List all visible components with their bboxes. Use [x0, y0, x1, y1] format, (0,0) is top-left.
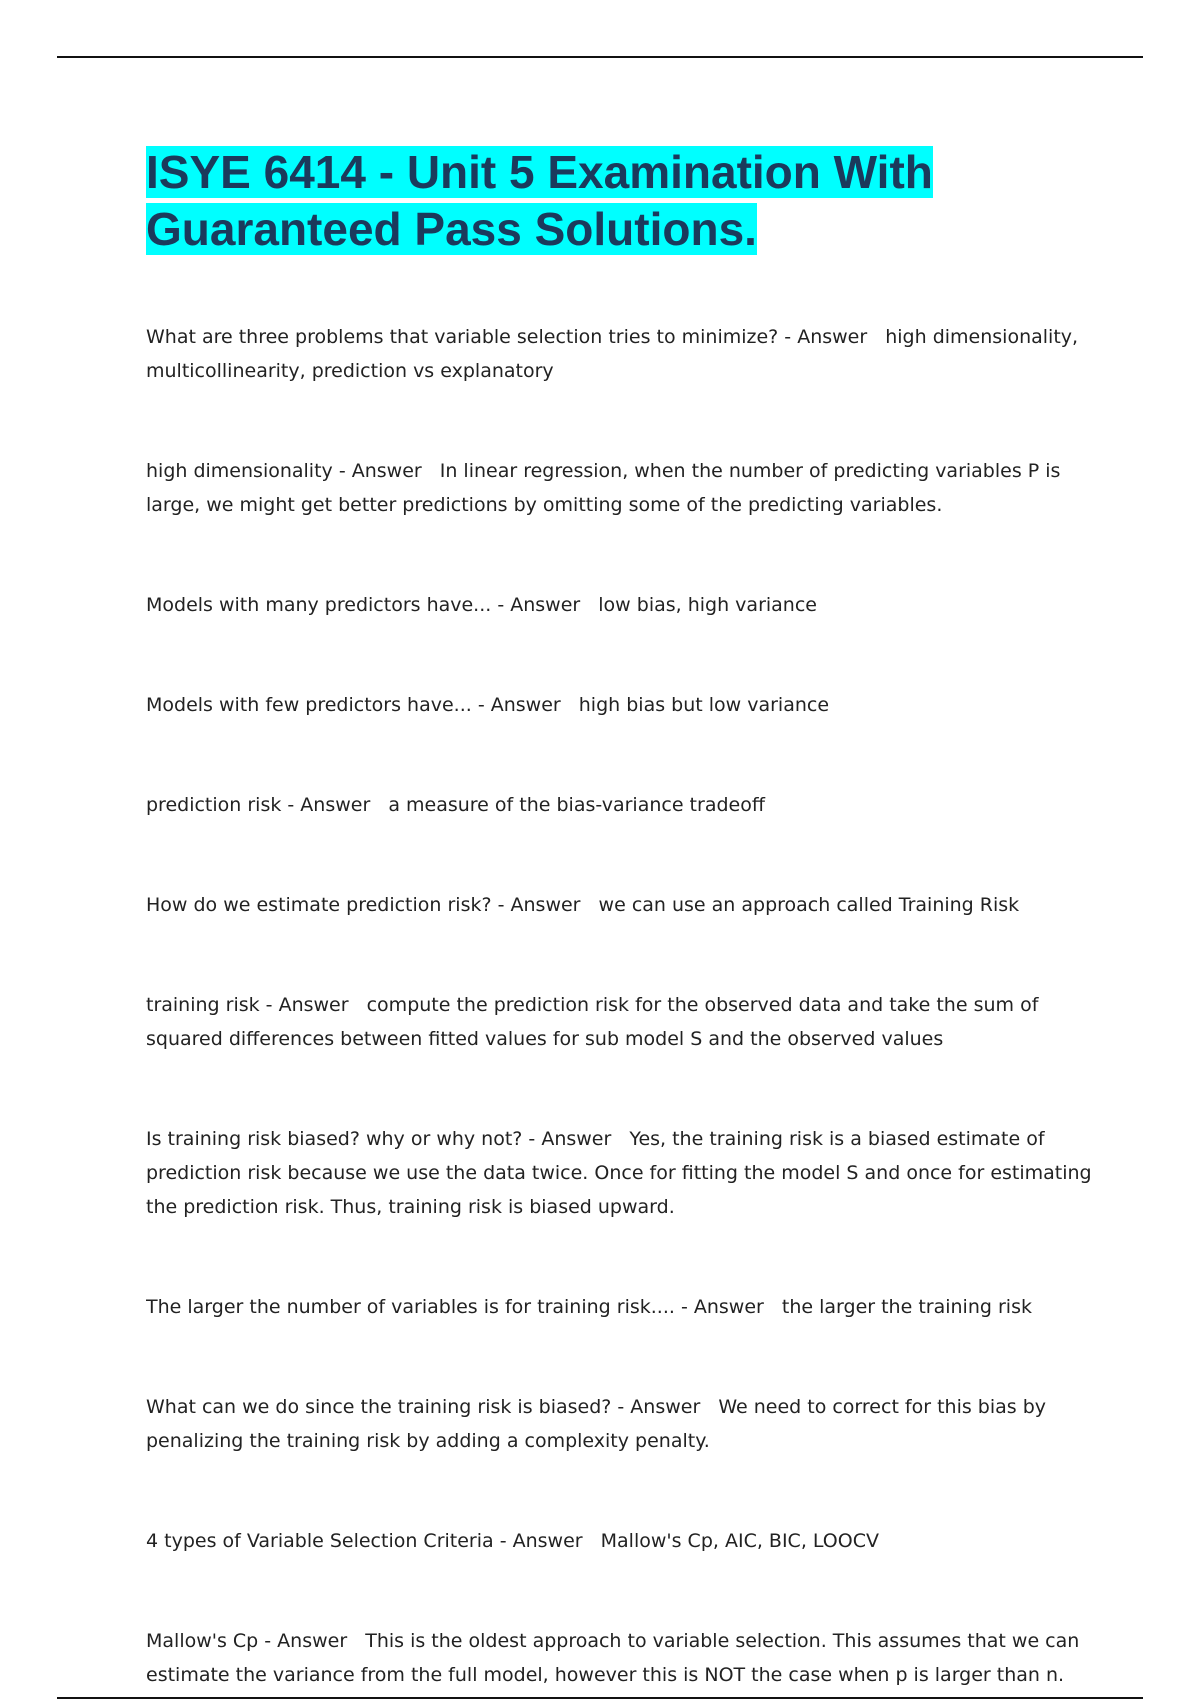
question-text: How do we estimate prediction risk? [146, 894, 492, 916]
header-rule [57, 56, 1143, 58]
qa-item [146, 1122, 1094, 1224]
qa-item [146, 1624, 1094, 1692]
question-text: The larger the number of variables is for training risk.... [146, 1296, 675, 1318]
answer-text: In linear regression, when the number of predicting variables P is large, we might get better predictions by omitting some of the predicting variables. [146, 460, 1061, 516]
answer-text: compute the prediction risk for the observed data and take the sum of squared differences between fitted values for sub model S and the observed values [146, 994, 1039, 1050]
qa-item [146, 454, 1094, 522]
answer-label: - Answer [491, 894, 581, 916]
qa-item [146, 888, 1094, 922]
question-text: Mallow's Cp [146, 1630, 259, 1652]
document-title [146, 144, 1094, 258]
qa-item [146, 588, 1094, 622]
qa-item [146, 788, 1094, 822]
answer-label: - Answer [493, 1530, 583, 1552]
answer-label: - Answer [471, 694, 561, 716]
qa-item [146, 1524, 1094, 1558]
answer-text: a measure of the bias-variance tradeoff [388, 794, 765, 816]
answer-text: the larger the training risk [781, 1296, 1032, 1318]
question-text: training risk [146, 994, 260, 1016]
document-body [146, 144, 1094, 1697]
answer-label: - Answer [491, 594, 581, 616]
qa-item [146, 1390, 1094, 1458]
question-text: What are three problems that variable selection tries to minimize? [146, 326, 779, 348]
answer-text: This is the oldest approach to variable selection. This assumes that we can estimate the variance from the full model, however this is NOT the case when p is larger than n. [146, 1630, 1080, 1686]
answer-text: We need to correct for this bias by penalizing the training risk by adding a complexity penalty. [146, 1396, 1047, 1452]
question-text: Models with few predictors have... [146, 694, 472, 716]
question-text: 4 types of Variable Selection Criteria [146, 1530, 494, 1552]
answer-label: - Answer [611, 1396, 701, 1418]
qa-item [146, 688, 1094, 722]
footer-rule [57, 1697, 1143, 1699]
answer-label: - Answer [332, 460, 422, 482]
answer-text: low bias, high variance [598, 594, 817, 616]
answer-label: - Answer [258, 1630, 348, 1652]
answer-label: - Answer [778, 326, 868, 348]
answer-text: high dimensionality, multicollinearity, prediction vs explanatory [146, 326, 1079, 382]
qa-list [146, 320, 1094, 1692]
qa-item [146, 320, 1094, 388]
answer-label: - Answer [259, 994, 349, 1016]
qa-item [146, 988, 1094, 1056]
answer-text: high bias but low variance [578, 694, 830, 716]
question-text: prediction risk [146, 794, 282, 816]
answer-label: - Answer [281, 794, 371, 816]
answer-text: Mallow's Cp, AIC, BIC, LOOCV [600, 1530, 879, 1552]
document-title-text: ISYE 6414 - Unit 5 Examination With Guaranteed Pass Solutions. [146, 146, 933, 255]
answer-text: Yes, the training risk is a biased estimate of prediction risk because we use the data twice. Once for fitting the model S and once for estimating the prediction risk. Thus, training risk is biased upward. [146, 1128, 1092, 1218]
question-text: Models with many predictors have... [146, 594, 492, 616]
qa-item [146, 1290, 1094, 1324]
answer-label: - Answer [522, 1128, 612, 1150]
answer-text: we can use an approach called Training Risk [598, 894, 1020, 916]
question-text: What can we do since the training risk is biased? [146, 1396, 612, 1418]
question-text: Is training risk biased? why or why not? [146, 1128, 523, 1150]
question-text: high dimensionality [146, 460, 333, 482]
answer-label: - Answer [674, 1296, 764, 1318]
